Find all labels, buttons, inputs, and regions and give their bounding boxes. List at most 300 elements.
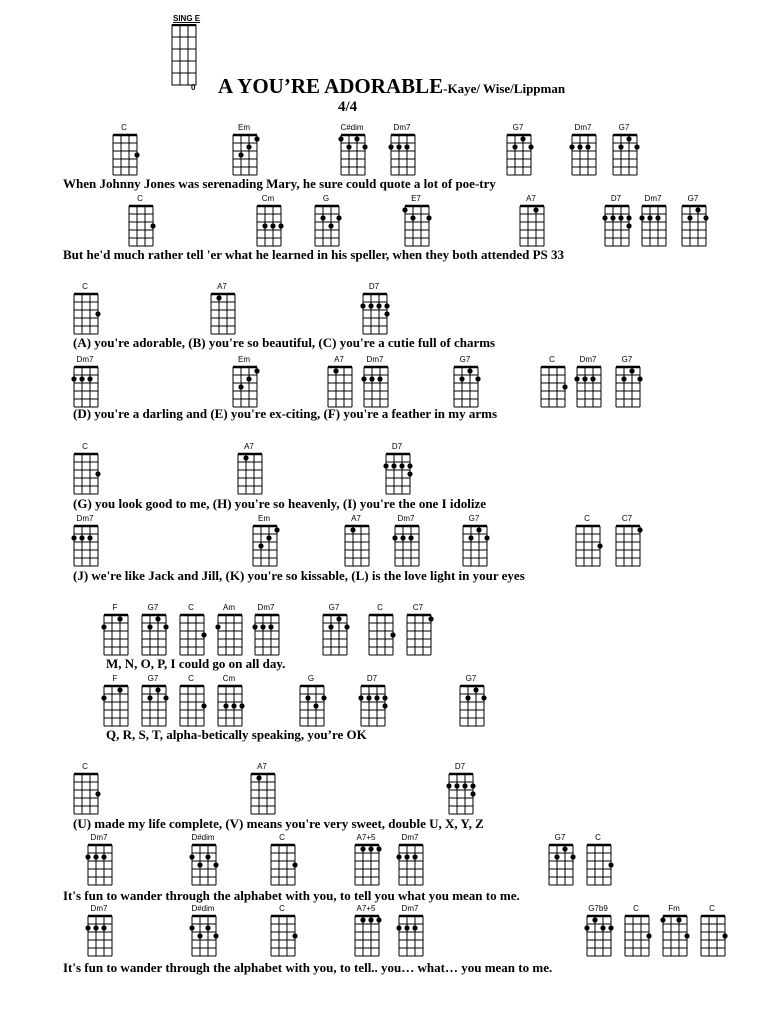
chord-name: A7 bbox=[526, 194, 536, 203]
chord-diagram bbox=[404, 194, 428, 245]
song-authors: -Kaye/ Wise/Lippman bbox=[443, 81, 566, 96]
finger-dot bbox=[396, 144, 401, 149]
finger-dot bbox=[231, 703, 236, 708]
finger-dot bbox=[407, 471, 412, 476]
chord-grid bbox=[548, 844, 576, 888]
chord-diagram bbox=[232, 123, 256, 174]
chord-grid bbox=[256, 205, 284, 249]
finger-dot bbox=[369, 376, 374, 381]
chord-diagram bbox=[217, 603, 241, 654]
chord-grid bbox=[641, 205, 669, 249]
finger-dot bbox=[246, 144, 251, 149]
chord-grid bbox=[506, 134, 534, 178]
chord-diagram bbox=[681, 194, 705, 245]
finger-dot bbox=[274, 527, 279, 532]
finger-dot bbox=[350, 527, 355, 532]
finger-dot bbox=[608, 925, 613, 930]
finger-dot bbox=[377, 376, 382, 381]
finger-dot bbox=[639, 215, 644, 220]
chord-grid bbox=[662, 915, 690, 959]
finger-dot bbox=[320, 215, 325, 220]
finger-dot bbox=[360, 846, 365, 851]
finger-dot bbox=[660, 917, 665, 922]
chord-diagram bbox=[344, 514, 368, 565]
chord-grid bbox=[270, 844, 298, 888]
chord-diagram bbox=[322, 603, 346, 654]
finger-dot bbox=[87, 376, 92, 381]
chord-name: A7 bbox=[334, 355, 344, 364]
chord-name: G7 bbox=[465, 674, 477, 683]
chord-diagram bbox=[112, 123, 136, 174]
finger-dot bbox=[243, 455, 248, 460]
lyric-line: (D) you're a darling and (E) you're ex-citing, (F) you're a feather in my arms bbox=[73, 406, 498, 421]
chord-diagram bbox=[191, 833, 215, 884]
finger-dot bbox=[201, 632, 206, 637]
chord-grid bbox=[624, 915, 652, 959]
finger-dot bbox=[85, 854, 90, 859]
finger-dot bbox=[376, 303, 381, 308]
finger-dot bbox=[376, 917, 381, 922]
lyric-line: (J) we're like Jack and Jill, (K) you're so kissable, (L) is the love light in your eyes bbox=[73, 568, 525, 583]
finger-dot bbox=[383, 463, 388, 468]
finger-dot bbox=[374, 695, 379, 700]
chord-grid bbox=[390, 134, 418, 178]
finger-dot bbox=[404, 925, 409, 930]
finger-dot bbox=[585, 144, 590, 149]
finger-dot bbox=[399, 463, 404, 468]
finger-dot bbox=[368, 917, 373, 922]
finger-dot bbox=[475, 376, 480, 381]
chord-name: A7 bbox=[351, 514, 361, 523]
chord-grid bbox=[681, 205, 709, 249]
chord-diagram bbox=[217, 674, 241, 725]
finger-dot bbox=[95, 471, 100, 476]
chord-grid bbox=[141, 685, 169, 729]
chord-name: F bbox=[112, 603, 118, 612]
finger-dot bbox=[687, 215, 692, 220]
chord-grid bbox=[571, 134, 599, 178]
chord-diagram bbox=[232, 355, 256, 406]
finger-dot bbox=[396, 854, 401, 859]
chord-name: C bbox=[121, 123, 127, 132]
song-letter: A bbox=[218, 74, 234, 98]
chord-diagram bbox=[141, 603, 165, 654]
chord-name: G7 bbox=[328, 603, 340, 612]
finger-dot bbox=[189, 854, 194, 859]
finger-dot bbox=[574, 376, 579, 381]
finger-dot bbox=[254, 368, 259, 373]
finger-dot bbox=[358, 695, 363, 700]
finger-dot bbox=[465, 695, 470, 700]
chord-grid bbox=[270, 915, 298, 959]
finger-dot bbox=[410, 215, 415, 220]
chord-grid bbox=[322, 614, 350, 658]
chord-diagram bbox=[103, 674, 127, 725]
chord-name: Dm7 bbox=[574, 123, 592, 132]
chord-diagram bbox=[314, 194, 338, 245]
finger-dot bbox=[684, 933, 689, 938]
chord-diagram bbox=[179, 603, 203, 654]
finger-dot bbox=[246, 376, 251, 381]
chord-diagram bbox=[398, 833, 422, 884]
finger-dot bbox=[338, 136, 343, 141]
finger-dot bbox=[520, 136, 525, 141]
chord-name: Cm bbox=[261, 194, 275, 203]
finger-dot bbox=[590, 376, 595, 381]
finger-dot bbox=[454, 783, 459, 788]
chord-grid bbox=[394, 525, 422, 569]
chord-name: C bbox=[188, 674, 194, 683]
finger-dot bbox=[382, 695, 387, 700]
finger-dot bbox=[695, 207, 700, 212]
chord-diagram bbox=[385, 442, 409, 493]
chord-diagram bbox=[87, 904, 111, 955]
chord-name: Em bbox=[238, 123, 250, 132]
finger-dot bbox=[205, 925, 210, 930]
finger-dot bbox=[93, 925, 98, 930]
chord-name: C bbox=[82, 282, 88, 291]
chord-name: G7 bbox=[621, 355, 633, 364]
finger-dot bbox=[404, 144, 409, 149]
chord-name: G7 bbox=[147, 674, 159, 683]
chord-diagram bbox=[252, 514, 276, 565]
chord-name: G bbox=[322, 194, 330, 203]
finger-dot bbox=[637, 376, 642, 381]
chord-diagram bbox=[73, 514, 97, 565]
chord-name: C bbox=[137, 194, 143, 203]
finger-dot bbox=[254, 136, 259, 141]
chord-name: Dm7 bbox=[76, 514, 94, 523]
chord-name: Dm7 bbox=[90, 904, 108, 913]
finger-dot bbox=[328, 624, 333, 629]
chord-name: G7 bbox=[687, 194, 699, 203]
finger-dot bbox=[470, 791, 475, 796]
finger-dot bbox=[201, 703, 206, 708]
chord-grid bbox=[179, 685, 207, 729]
chord-diagram bbox=[641, 194, 665, 245]
finger-dot bbox=[266, 535, 271, 540]
finger-dot bbox=[703, 215, 708, 220]
chord-diagram bbox=[73, 762, 97, 813]
chord-grid bbox=[103, 685, 131, 729]
finger-dot bbox=[404, 854, 409, 859]
chord-grid bbox=[237, 453, 265, 497]
chord-diagram bbox=[73, 355, 97, 406]
finger-dot bbox=[163, 624, 168, 629]
chord-diagram bbox=[453, 355, 477, 406]
chord-name: Am bbox=[223, 603, 235, 612]
chord-grid bbox=[232, 366, 260, 410]
chord-diagram bbox=[615, 514, 639, 565]
chord-diagram bbox=[624, 904, 648, 955]
finger-dot bbox=[101, 695, 106, 700]
chord-diagram bbox=[340, 123, 364, 174]
chord-diagram bbox=[250, 762, 274, 813]
chord-name: Dm7 bbox=[401, 833, 419, 842]
finger-dot bbox=[646, 933, 651, 938]
chord-grid bbox=[354, 915, 382, 959]
finger-dot bbox=[205, 854, 210, 859]
chord-diagram bbox=[390, 123, 414, 174]
chord-grid bbox=[459, 685, 487, 729]
finger-dot bbox=[467, 368, 472, 373]
chord-diagram bbox=[406, 603, 430, 654]
finger-dot bbox=[382, 703, 387, 708]
finger-dot bbox=[213, 862, 218, 867]
finger-dot bbox=[446, 783, 451, 788]
finger-dot bbox=[634, 144, 639, 149]
chord-grid bbox=[586, 915, 614, 959]
chord-grid bbox=[615, 366, 643, 410]
finger-dot bbox=[600, 925, 605, 930]
chord-diagram bbox=[462, 514, 486, 565]
finger-dot bbox=[408, 535, 413, 540]
chord-name: C7 bbox=[412, 603, 424, 612]
finger-dot bbox=[407, 463, 412, 468]
chord-grid bbox=[87, 915, 115, 959]
finger-dot bbox=[260, 624, 265, 629]
chord-diagram bbox=[210, 282, 234, 333]
chord-diagram bbox=[506, 123, 530, 174]
chord-name: D7 bbox=[391, 442, 403, 451]
chord-grid bbox=[252, 525, 280, 569]
chord-diagram bbox=[459, 674, 483, 725]
chord-grid bbox=[179, 614, 207, 658]
chord-diagram bbox=[363, 355, 387, 406]
lyric-line: Q, R, S, T, alpha-betically speaking, you’re OK bbox=[106, 727, 367, 742]
chord-name: Dm7 bbox=[366, 355, 384, 364]
chord-name: C bbox=[709, 904, 715, 913]
finger-dot bbox=[484, 535, 489, 540]
finger-dot bbox=[101, 624, 106, 629]
chord-grid bbox=[191, 844, 219, 888]
lyric-line: (G) you look good to me, (H) you're so heavenly, (I) you're the one I idolize bbox=[73, 496, 486, 511]
chord-name: G7 bbox=[512, 123, 524, 132]
finger-dot bbox=[392, 535, 397, 540]
finger-dot bbox=[618, 215, 623, 220]
chord-name: Dm7 bbox=[393, 123, 411, 132]
chord-grid bbox=[73, 453, 101, 497]
chord-name: G7 bbox=[147, 603, 159, 612]
finger-dot bbox=[155, 616, 160, 621]
finger-dot bbox=[368, 303, 373, 308]
chord-grid bbox=[232, 134, 260, 178]
chord-name: E7 bbox=[411, 194, 421, 203]
chord-grid bbox=[615, 525, 643, 569]
chord-grid bbox=[250, 773, 278, 817]
chord-name: D#dim bbox=[191, 833, 215, 842]
finger-dot bbox=[313, 703, 318, 708]
finger-dot bbox=[95, 791, 100, 796]
finger-dot bbox=[346, 144, 351, 149]
finger-dot bbox=[626, 136, 631, 141]
chord-name: C#dim bbox=[340, 123, 364, 132]
lyric-line: But he'd much rather tell 'er what he learned in his speller, when they both attended PS 33 bbox=[63, 247, 565, 262]
finger-dot bbox=[163, 695, 168, 700]
chord-grid bbox=[327, 366, 355, 410]
finger-dot bbox=[647, 215, 652, 220]
chord-name: D7 bbox=[454, 762, 466, 771]
finger-dot bbox=[147, 624, 152, 629]
chord-grid bbox=[103, 614, 131, 658]
chord-name: A7+5 bbox=[356, 833, 376, 842]
chord-grid bbox=[344, 525, 372, 569]
finger-dot bbox=[655, 215, 660, 220]
finger-dot bbox=[292, 933, 297, 938]
chord-grid bbox=[360, 685, 388, 729]
chord-name: C bbox=[377, 603, 383, 612]
chord-grid bbox=[404, 205, 432, 249]
lyric-line: (A) you're adorable, (B) you're so beautiful, (C) you're a cutie full of charms bbox=[73, 335, 496, 350]
chord-name: Cm bbox=[222, 674, 236, 683]
finger-dot bbox=[608, 862, 613, 867]
finger-dot bbox=[197, 862, 202, 867]
finger-dot bbox=[71, 535, 76, 540]
chord-grid bbox=[398, 915, 426, 959]
chord-grid bbox=[586, 844, 614, 888]
finger-dot bbox=[481, 695, 486, 700]
chord-grid bbox=[462, 525, 490, 569]
chord-grid bbox=[398, 844, 426, 888]
finger-dot bbox=[292, 862, 297, 867]
finger-dot bbox=[400, 535, 405, 540]
finger-dot bbox=[215, 624, 220, 629]
chord-diagram bbox=[615, 355, 639, 406]
finger-dot bbox=[384, 311, 389, 316]
chord-grid bbox=[73, 366, 101, 410]
finger-dot bbox=[93, 854, 98, 859]
finger-dot bbox=[376, 846, 381, 851]
finger-dot bbox=[238, 152, 243, 157]
chord-diagram bbox=[368, 603, 392, 654]
finger-dot bbox=[278, 223, 283, 228]
finger-dot bbox=[354, 136, 359, 141]
chord-name: A7+5 bbox=[356, 904, 376, 913]
finger-dot bbox=[134, 152, 139, 157]
finger-dot bbox=[470, 783, 475, 788]
finger-dot bbox=[592, 917, 597, 922]
finger-dot bbox=[150, 223, 155, 228]
finger-dot bbox=[428, 616, 433, 621]
chord-grid bbox=[362, 293, 390, 337]
finger-dot bbox=[360, 303, 365, 308]
finger-dot bbox=[268, 624, 273, 629]
chord-grid bbox=[141, 614, 169, 658]
chord-diagram bbox=[128, 194, 152, 245]
chord-diagram bbox=[254, 603, 278, 654]
chord-name: C bbox=[82, 442, 88, 451]
finger-dot bbox=[618, 144, 623, 149]
chord-diagram bbox=[354, 904, 378, 955]
finger-dot bbox=[391, 463, 396, 468]
finger-dot bbox=[360, 917, 365, 922]
chord-diagram bbox=[179, 674, 203, 725]
chord-name: C bbox=[549, 355, 555, 364]
chord-name: D7 bbox=[366, 674, 378, 683]
chord-name: C bbox=[82, 762, 88, 771]
finger-dot bbox=[637, 527, 642, 532]
finger-dot bbox=[321, 695, 326, 700]
chord-name: C7 bbox=[621, 514, 633, 523]
lyric-line: When Johnny Jones was serenading Mary, he sure could quote a lot of poe-try bbox=[63, 176, 496, 191]
chord-diagram bbox=[299, 674, 323, 725]
chord-diagram bbox=[103, 603, 127, 654]
finger-dot bbox=[95, 311, 100, 316]
chord-grid bbox=[73, 293, 101, 337]
finger-dot bbox=[117, 687, 122, 692]
chord-name: C bbox=[584, 514, 590, 523]
finger-dot bbox=[626, 215, 631, 220]
finger-dot bbox=[213, 933, 218, 938]
chord-name: C bbox=[279, 833, 285, 842]
chord-grid bbox=[217, 614, 245, 658]
chord-grid bbox=[363, 366, 391, 410]
chord-diagram bbox=[540, 355, 564, 406]
chord-grid bbox=[612, 134, 640, 178]
finger-dot bbox=[258, 543, 263, 548]
finger-dot bbox=[722, 933, 727, 938]
finger-dot bbox=[577, 144, 582, 149]
chord-diagram bbox=[362, 282, 386, 333]
chord-name: C bbox=[595, 833, 601, 842]
finger-dot bbox=[473, 687, 478, 692]
finger-dot bbox=[584, 925, 589, 930]
chord-grid bbox=[453, 366, 481, 410]
finger-dot bbox=[238, 384, 243, 389]
finger-dot bbox=[388, 144, 393, 149]
chord-diagram bbox=[576, 355, 600, 406]
finger-dot bbox=[597, 543, 602, 548]
chord-diagram bbox=[548, 833, 572, 884]
chord-grid bbox=[314, 205, 342, 249]
chord-grid bbox=[448, 773, 476, 817]
chord-grid bbox=[128, 205, 156, 249]
lyric-line: (U) made my life complete, (V) means you're very sweet, double U, X, Y, Z bbox=[73, 816, 484, 831]
finger-dot bbox=[79, 376, 84, 381]
finger-dot bbox=[396, 925, 401, 930]
sing-note-diagram bbox=[171, 24, 207, 94]
chord-grid bbox=[576, 366, 604, 410]
chord-grid bbox=[73, 525, 101, 569]
chord-name: Em bbox=[258, 514, 270, 523]
finger-dot bbox=[528, 144, 533, 149]
finger-dot bbox=[462, 783, 467, 788]
chord-name: G bbox=[307, 674, 315, 683]
finger-dot bbox=[333, 368, 338, 373]
finger-dot bbox=[189, 925, 194, 930]
chord-name: G7 bbox=[554, 833, 566, 842]
finger-dot bbox=[362, 144, 367, 149]
finger-dot bbox=[426, 215, 431, 220]
chord-name: Dm7 bbox=[644, 194, 662, 203]
chord-grid bbox=[519, 205, 547, 249]
finger-dot bbox=[554, 854, 559, 859]
chord-grid bbox=[299, 685, 327, 729]
finger-dot bbox=[336, 616, 341, 621]
finger-dot bbox=[252, 624, 257, 629]
finger-dot bbox=[216, 295, 221, 300]
finger-dot bbox=[582, 376, 587, 381]
finger-dot bbox=[223, 703, 228, 708]
finger-dot bbox=[344, 624, 349, 629]
chord-diagram bbox=[662, 904, 686, 955]
finger-dot bbox=[197, 933, 202, 938]
finger-dot bbox=[412, 925, 417, 930]
chord-grid bbox=[604, 205, 632, 249]
chord-diagram bbox=[327, 355, 351, 406]
finger-dot bbox=[570, 854, 575, 859]
chord-diagram bbox=[586, 904, 610, 955]
